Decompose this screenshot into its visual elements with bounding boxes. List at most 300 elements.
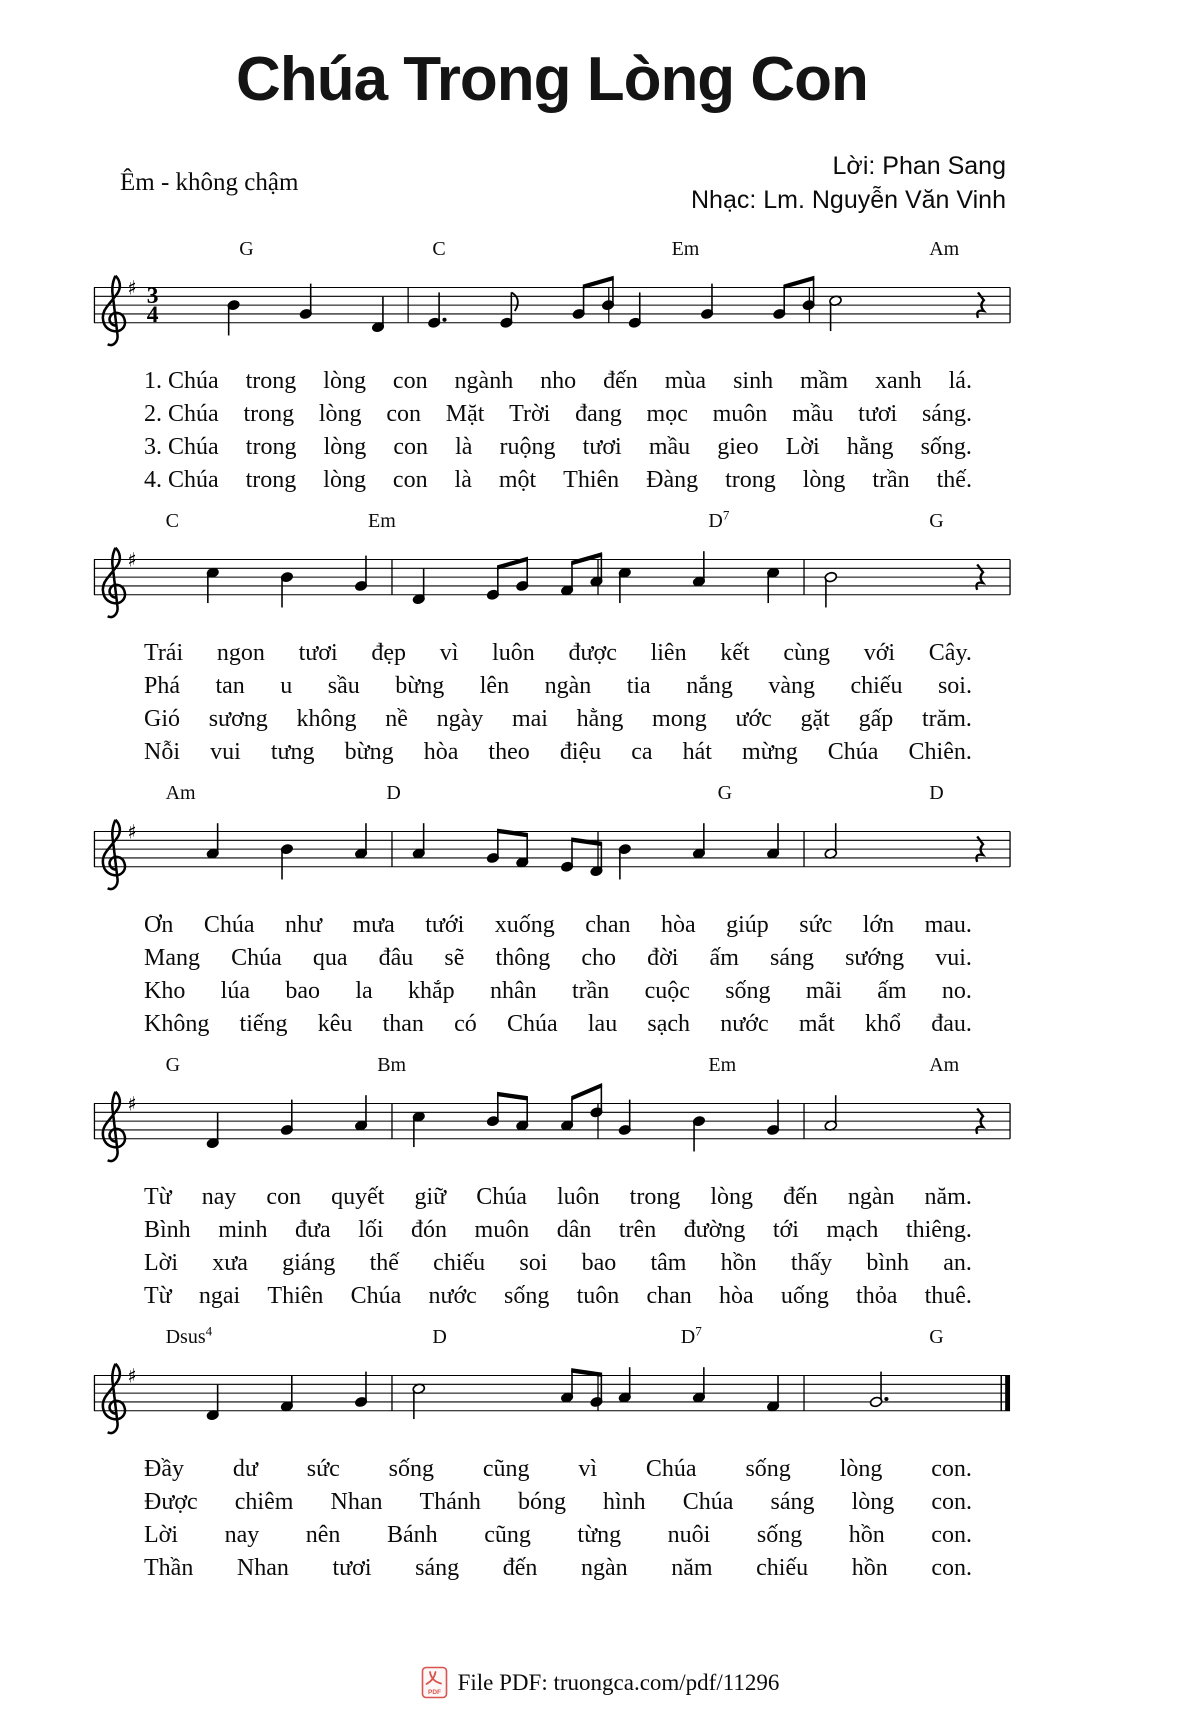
lyric-word: sinh [733,368,774,394]
lyric-word: mắt [798,1011,835,1037]
lyric-word: giúp [726,912,769,938]
lyric-word: nho [540,368,577,394]
key-signature-sharp: ♯ [127,820,137,844]
lyric-word: ngàn [580,1555,628,1581]
lyric-word: với [863,640,896,666]
lyric-word: lòng [710,1184,754,1210]
lyric-word: lòng [318,401,362,427]
lyric-word: vì [578,1456,598,1482]
sheet-music-page [92,0,1012,1585]
lyric-word: minh [218,1217,268,1243]
lyric-word: trong [243,401,295,427]
lyric-word: Phá [144,673,180,699]
lyric-word: Lời [785,434,820,460]
chord-label: Em [671,238,700,260]
lyric-word: vui [210,739,241,765]
lyric-word: xuống [494,912,555,938]
lyric-word: thiêng. [905,1217,972,1243]
lyric-word: sức [799,912,833,938]
lyric-word: gieo [717,434,759,460]
lyric-word: thế. [936,467,972,493]
lyric-word: điệu [559,739,602,765]
lyric-word: nay [201,1184,237,1210]
lyric-word: Chúa [645,1456,697,1482]
svg-text:PDF: PDF [427,1689,441,1696]
lyric-word: ngàn [847,1184,895,1210]
lyric-word: được [568,640,617,666]
lyric-word: Lời [144,1522,179,1548]
chord-row [92,235,1012,261]
lyric-line [144,942,972,975]
lyric-word: sống [504,1283,550,1309]
lyric-word: hòa [718,1283,754,1309]
lyric-line [144,1486,972,1519]
lyric-word: xanh [875,368,922,394]
lyric-word: chiếu [433,1250,486,1276]
lyric-word: đưa [295,1217,331,1243]
lyric-word: soi [519,1250,548,1276]
lyric-word: luôn [492,640,535,666]
lyric-word: Chúa [682,1489,734,1515]
lyric-line [144,431,972,464]
staff [92,1077,1012,1177]
lyric-word: mãi [805,978,842,1004]
lyric-word: sống [725,978,771,1004]
lyric-word: con. [931,1555,972,1581]
lyric-word: Thiên [563,467,620,493]
lyric-line [144,398,972,431]
lyric-word: hồn [720,1250,757,1276]
lyric-line [144,909,972,942]
lyric-word: tan [215,673,245,699]
lyric-word: uống [780,1283,829,1309]
lyric-word: là [454,467,472,493]
lyric-word: từng [577,1522,622,1548]
lyric-word: Thánh [419,1489,481,1515]
lyric-word: gấp [858,706,894,732]
chord-label: G [239,238,254,260]
lyric-word: Chúa [476,1184,527,1210]
lyric-word: 4. Chúa [144,467,219,493]
lyric-word: nhân [489,978,537,1004]
lyric-line [144,1519,972,1552]
lyric-word: mong [652,706,707,732]
lyric-word: ngon [216,640,265,666]
lyric-word: Nhan [330,1489,383,1515]
lyric-word: cũng [482,1456,530,1482]
lyric-word: trong [725,467,776,493]
lyric-word: Chúa [203,912,255,938]
lyric-word: bừng [395,673,445,699]
lyric-word: kêu [317,1011,353,1037]
chord-label: C [432,238,446,260]
key-signature-sharp: ♯ [127,276,137,300]
lyric-word: Trời [509,401,551,427]
lyric-word: Cây. [928,640,972,666]
lyric-word: vì [439,640,459,666]
lyric-word: Mặt [445,401,485,427]
chord-row [92,507,1012,533]
chord-label: G [929,510,944,532]
staff [92,1349,1012,1449]
lyric-word: quyết [331,1184,385,1210]
chord-label: Bm [377,1054,407,1076]
lyric-word: lòng [851,1489,895,1515]
lyrics-block [92,1177,1012,1313]
treble-clef-icon [103,820,125,889]
lyric-line [144,1008,972,1041]
lyric-word: đang [575,401,622,427]
tempo-marking: Êm - không chậm [120,169,299,196]
lyric-word: con. [931,1522,972,1548]
lyric-word: thấy [790,1250,833,1276]
lyric-word: bao [285,978,320,1004]
lyric-word: tia [626,673,651,699]
lyric-line [144,975,972,1008]
lyric-word: sáng [769,945,814,971]
lyric-word: sầu [327,673,360,699]
lyric-word: kết [720,640,750,666]
lyric-word: liên [650,640,687,666]
lyric-word: nước [428,1283,477,1309]
lyric-word: ngai [198,1283,241,1309]
lyric-word: đến [603,368,638,394]
treble-clef-icon [103,276,125,345]
lyric-word: đâu [378,945,414,971]
lyrics-block [92,905,1012,1041]
lyric-word: sống [756,1522,803,1548]
lyric-line [144,1552,972,1585]
lyric-word: tiếng [239,1011,288,1037]
lyric-word: lòng [323,467,366,493]
lyric-word: sống. [920,434,972,460]
lyric-word: than [382,1011,424,1037]
lyric-word: chiếu [850,673,903,699]
lyric-word: cùng [783,640,830,666]
lyric-word: hòa [423,739,459,765]
lyrics-block [92,1449,1012,1585]
key-signature-sharp: ♯ [127,1364,137,1388]
lyric-line [144,736,972,769]
key-signature-sharp: ♯ [127,548,137,572]
lyric-word: mùa [664,368,707,394]
lyric-word: mừng [742,739,798,765]
lyric-word: chiếu [756,1555,809,1581]
lyric-word: Được [144,1489,198,1515]
chord-label: Am [929,1054,960,1076]
lyric-word: sức [306,1456,340,1482]
lyric-word: đời [647,945,679,971]
lyric-word: lên [479,673,510,699]
lyric-line [144,1214,972,1247]
lyric-word: Mang [144,945,200,971]
lyric-word: có [454,1011,477,1037]
lyric-word: dân [556,1217,592,1243]
lyric-word: trần [872,467,910,493]
lyric-word: bóng [517,1489,566,1515]
lyric-word: Thần [144,1555,194,1581]
lyric-word: mạch [826,1217,879,1243]
lyric-word: hòa [661,912,696,938]
treble-clef-icon [103,1092,125,1161]
music-system [92,779,1012,1041]
lyric-word: bình [866,1250,910,1276]
lyric-word: trong [245,434,297,460]
credits [691,149,1006,217]
lyric-word: Chúa [827,739,879,765]
lyric-word: nắng [686,673,733,699]
lyric-word: Từ [144,1283,172,1309]
lyric-word: 1. Chúa [144,368,219,394]
treble-clef-icon [103,1364,125,1433]
lyric-word: trong [629,1184,681,1210]
lyric-word: năm. [924,1184,972,1210]
lyric-word: ngày [436,706,484,732]
lyric-word: trong [245,467,297,493]
lyric-line [144,365,972,398]
lyric-word: nước [720,1011,769,1037]
footer-link-text: File PDF: truongca.com/pdf/11296 [457,1669,780,1695]
lyric-word: khổ [865,1011,902,1037]
lyric-word: đón [411,1217,448,1243]
lyric-word: Đàng [646,467,699,493]
music-system [92,235,1012,497]
lyric-word: mầm [800,368,849,394]
chord-row [92,1323,1012,1349]
lyric-word: Nỗi [144,739,180,765]
lyric-word: thông [495,945,551,971]
lyric-word: một [498,467,537,493]
lyric-word: lúa [220,978,250,1004]
lyric-word: sạch [647,1011,691,1037]
lyric-word: Chiên. [908,739,972,765]
lyric-word: tươi [858,401,898,427]
lyrics-credit: Lời: Phan Sang [832,152,1006,180]
lyric-word: Chúa [350,1283,402,1309]
lyric-word: sương [208,706,268,732]
page-title: Chúa Trong Lòng Con [236,45,868,114]
chord-label: Dsus$^4$ [165,1323,213,1348]
staff [92,533,1012,633]
lyric-word: tưng [270,739,315,765]
lyric-word: ca [631,739,653,765]
lyric-word: con [392,467,428,493]
lyric-word: đau. [931,1011,972,1037]
lyric-word: ước [735,706,772,732]
lyric-word: bừng [344,739,394,765]
lyric-word: mầu [648,434,691,460]
lyric-line [144,1453,972,1486]
lyric-word: Nhan [236,1555,289,1581]
lyric-word: con. [931,1489,972,1515]
lyric-word: nên [305,1522,341,1548]
lyric-word: u [280,673,293,699]
lyric-word: tươi [332,1555,372,1581]
lyric-word: cho [581,945,616,971]
lyrics-block [92,361,1012,497]
lyric-word: năm [671,1555,713,1581]
chord-label: C [165,510,179,532]
lyric-word: lòng [839,1456,883,1482]
lyric-word: sáng [770,1489,815,1515]
lyric-word: 3. Chúa [144,434,219,460]
lyric-line [144,670,972,703]
lyric-word: Đầy [144,1456,184,1482]
chord-row [92,779,1012,805]
lyric-word: ngành [454,368,514,394]
lyric-word: tưới [425,912,465,938]
time-signature-bottom: 4 [146,301,159,328]
lyric-word: đến [502,1555,538,1581]
lyric-word: muôn [474,1217,530,1243]
lyric-word: lòng [323,434,367,460]
lyric-word: xưa [212,1250,248,1276]
lyric-word: Bánh [386,1522,438,1548]
lyric-word: nề [385,706,408,732]
chord-label: D [432,1326,447,1348]
music-system [92,1051,1012,1313]
lyric-word: lớn [862,912,895,938]
lyric-word: lòng [323,368,366,394]
lyric-word: con [393,434,428,460]
music-systems [92,235,1012,1585]
lyric-word: trên [618,1217,657,1243]
lyric-word: Gió [144,706,180,732]
lyric-word: soi. [937,673,972,699]
lyric-word: sẽ [444,945,465,971]
lyric-word: ấm [877,978,907,1004]
lyric-line [144,1247,972,1280]
lyric-word: hồn [851,1555,888,1581]
lyric-word: Ơn [144,912,174,938]
chord-label: $D^7$ [708,507,730,532]
lyric-word: con [392,368,428,394]
lyric-word: ngàn [544,673,592,699]
pdf-icon [421,1666,448,1699]
treble-clef-icon [103,548,125,617]
lyric-word: con. [931,1456,972,1482]
lyric-word: sống [745,1456,791,1482]
lyric-word: tới [772,1217,799,1243]
lyric-word: Trái [144,640,184,666]
lyric-word: chan [646,1283,692,1309]
lyric-word: qua [312,945,348,971]
chord-label: G [717,782,733,804]
lyric-word: tâm [650,1250,687,1276]
lyric-line [144,1280,972,1313]
lyric-word: Chúa [507,1011,558,1037]
lyric-word: hát [682,739,712,765]
lyric-word: muôn [712,401,768,427]
lyric-word: đường [683,1217,746,1243]
lyric-word: lau [587,1011,618,1037]
lyric-word: con [266,1184,302,1210]
lyric-line [144,703,972,736]
lyric-word: mai [511,706,548,732]
lyric-word: hằng [576,706,624,732]
lyric-word: bao [581,1250,617,1276]
lyric-word: vui. [935,945,972,971]
lyric-word: sáng. [921,401,972,427]
lyric-word: vàng [768,673,815,699]
chord-label: Em [368,510,396,532]
lyric-word: là [455,434,473,460]
lyric-word: Kho [144,978,186,1004]
chord-label: Em [708,1054,737,1076]
lyric-word: theo [488,739,530,765]
lyric-word: tuôn [576,1283,620,1309]
chord-label: Am [929,238,960,260]
lyric-word: no. [941,978,972,1004]
staff [92,261,1012,361]
meta-row [120,149,1006,217]
chord-label: G [165,1054,181,1076]
lyric-word: Chúa [231,945,282,971]
chord-label: $D^7$ [680,1323,702,1348]
lyric-line [144,637,972,670]
lyric-word: mầu [792,401,834,427]
time-signature-top: 3 [146,283,159,310]
lyric-word: trong [245,368,297,394]
lyric-word: dư [232,1456,258,1482]
lyric-word: Không [144,1011,210,1037]
lyric-word: sống [388,1456,434,1482]
music-system [92,1323,1012,1585]
lyric-word: Lời [144,1250,179,1276]
lyric-word: hình [603,1489,646,1515]
lyric-word: 2. Chúa [144,401,219,427]
lyric-word: ấm [709,945,739,971]
lyric-word: nay [224,1522,260,1548]
lyric-word: thế [369,1250,399,1276]
lyric-word: giữ [414,1184,447,1210]
lyric-word: Từ [144,1184,172,1210]
lyric-word: khắp [407,978,455,1004]
music-system [92,507,1012,769]
lyric-word: mọc [646,401,688,427]
lyric-word: tươi [298,640,338,666]
chord-row [92,1051,1012,1077]
lyric-word: con [386,401,421,427]
footer [0,1666,1200,1705]
chord-label: G [929,1326,944,1348]
chord-label: D [929,782,944,804]
lyric-word: mau. [924,912,972,938]
lyric-word: la [355,978,373,1004]
lyric-word: sướng [845,945,905,971]
chord-label: Am [165,782,196,804]
music-credit: Nhạc: Lm. Nguyễn Văn Vinh [690,186,1006,214]
lyric-word: nuôi [667,1522,711,1548]
lyric-word: ruộng [499,434,556,460]
lyric-word: chiêm [234,1489,294,1515]
lyric-word: trăm. [921,706,972,732]
lyric-word: an. [943,1250,972,1276]
lyric-word: đến [783,1184,818,1210]
lyric-word: như [284,912,322,938]
lyric-word: luôn [556,1184,600,1210]
lyric-word: sáng [415,1555,460,1581]
lyric-word: trần [571,978,610,1004]
lyric-word: cũng [484,1522,531,1548]
staff [92,805,1012,905]
lyric-line [144,1181,972,1214]
lyric-word: hằng [846,434,894,460]
lyric-word: Thiên [267,1283,324,1309]
lyric-word: lòng [802,467,846,493]
lyric-word: thuê. [924,1283,972,1309]
lyric-word: mưa [352,912,395,938]
